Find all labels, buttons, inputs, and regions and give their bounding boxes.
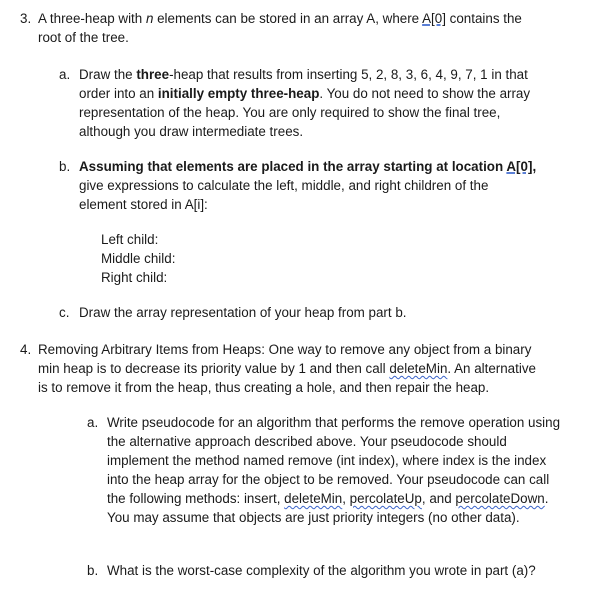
question-3-intro-line-1: A three-heap with n elements can be stored in an array A, where A[0] contains the (38, 11, 522, 26)
question-3c-label: c. (59, 305, 70, 320)
question-3b-text: Assuming that elements are placed in the array starting at location A[0], give expressions to calculate the left, middle, and right children of the element stored in A[i]: (79, 159, 537, 212)
percolatedown-method: percolateDown (455, 491, 545, 506)
question-4-intro: Removing Arbitrary Items from Heaps: One way to remove any object from a binary min heap is to decrease its priority value by 1 and then call deleteMin. An alternative is to remove it from the heap, thus creating a hole, and then repair the heap. (38, 342, 536, 395)
percolateup-method: percolateUp (349, 491, 422, 506)
a0-reference: A[0] (422, 11, 446, 26)
question-3a-text: Draw the three-heap that results from inserting 5, 2, 8, 3, 6, 4, 9, 7, 1 in that order into an initially empty three-heap. You do not need to show the array representation of the heap. You are only required to show the final tree, although you draw intermediate trees. (79, 67, 531, 139)
right-child-label: Right child: (101, 270, 168, 285)
question-4a-text: Write pseudocode for an algorithm that performs the remove operation using the alternative approach described above. Your pseudocode should implement the method named remove (int index), where index is the index into the heap array for the object to be removed. Your pseudocode can call the following methods: insert, deleteMin, percolateUp, and percolateDown. You may assume that objects are just priority integers (no other data). (107, 415, 561, 525)
question-3c-text: Draw the array representation of your heap from part b. (79, 305, 407, 320)
a0-reference-b: A[0] (506, 159, 533, 174)
question-4b-label: b. (87, 563, 99, 578)
left-child-label: Left child: (101, 232, 159, 247)
question-4a-label: a. (87, 415, 99, 430)
question-4b-text: What is the worst-case complexity of the algorithm you wrote in part (a)? (107, 563, 536, 578)
deletemin-method: deleteMin (284, 491, 343, 506)
middle-child-label: Middle child: (101, 251, 176, 266)
question-3-intro-line-2: root of the tree. (38, 30, 129, 45)
deletemin-reference: deleteMin (389, 361, 448, 376)
question-4-number: 4. (20, 342, 32, 357)
question-3-intro (38, 9, 522, 47)
question-3b-label: b. (59, 159, 71, 174)
question-3a-label: a. (59, 67, 71, 82)
question-3-number: 3. (20, 11, 32, 26)
